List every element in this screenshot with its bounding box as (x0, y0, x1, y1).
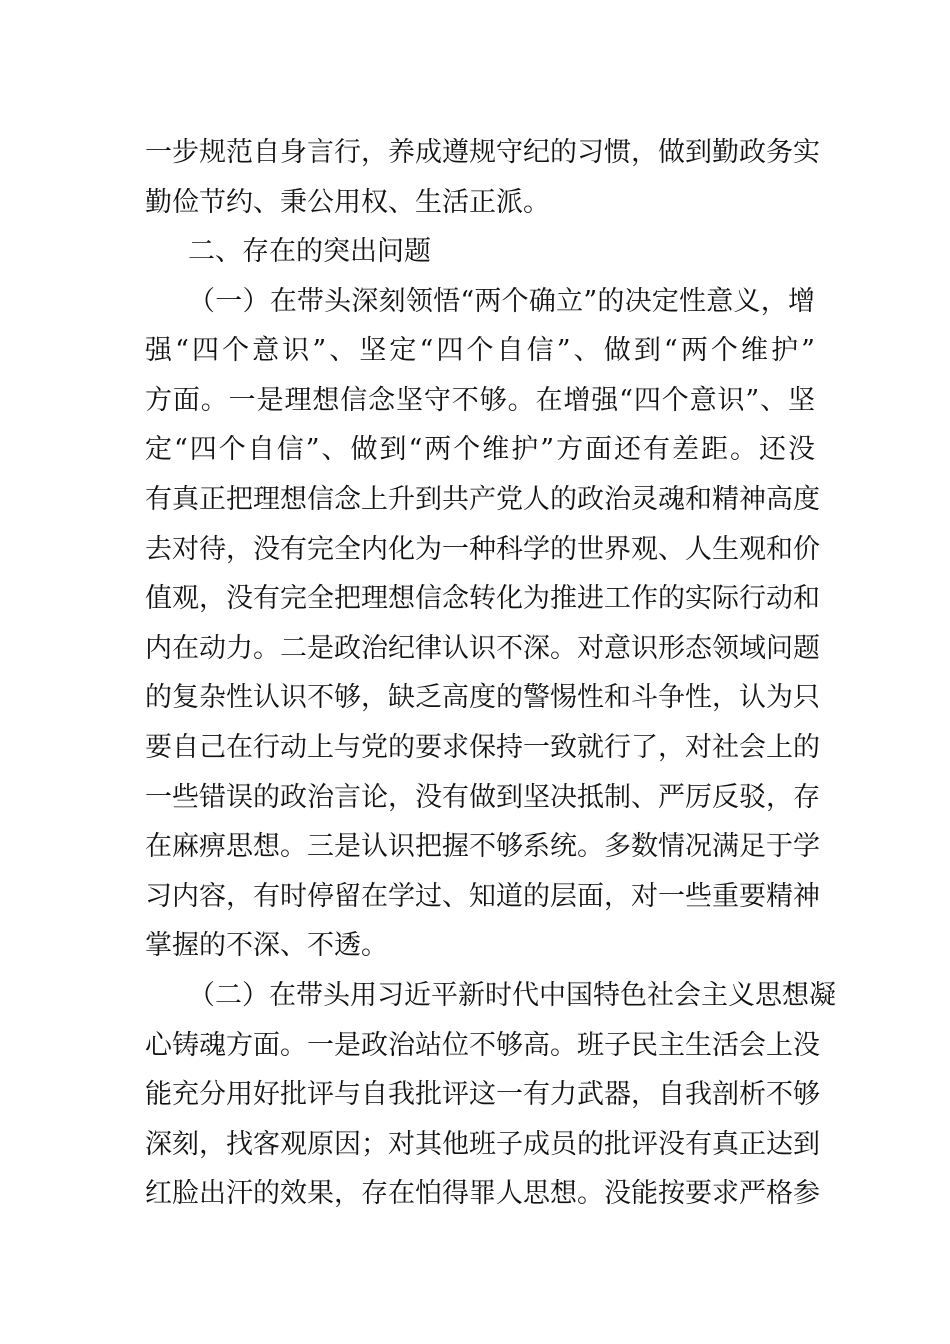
text-line: 在麻痹思想。三是认识把握不够系统。多数情况满足于学 (145, 831, 820, 862)
text-line: 掌握的不深、不透。 (145, 930, 388, 961)
subsection-heading-line: （一）在带头深刻领悟“两个确立”的决定性意义，增 (188, 286, 815, 317)
text-line: 的复杂性认识不够，缺乏高度的警惕性和斗争性，认为只 (145, 682, 820, 713)
text-line: 一步规范自身言行，养成遵规守纪的习惯，做到勤政务实 (145, 137, 820, 168)
text-line: 定“四个自信”、做到“两个维护”方面还有差距。还没 (145, 434, 815, 465)
text-line: 勤俭节约、秉公用权、生活正派。 (145, 187, 550, 218)
text-line: 习内容，有时停留在学过、知道的层面，对一些重要精神 (145, 881, 820, 912)
text-line: 内在动力。二是政治纪律认识不深。对意识形态领域问题 (145, 633, 820, 664)
text-line: 深刻，找客观原因；对其他班子成员的批评没有真正达到 (145, 1129, 820, 1160)
text-line: 值观，没有完全把理想信念转化为推进工作的实际行动和 (145, 583, 820, 614)
text-line: 心铸魂方面。一是政治站位不够高。班子民主生活会上没 (145, 1030, 820, 1061)
subsection-heading-line: （二）在带头用习近平新时代中国特色社会主义思想凝 (188, 980, 836, 1011)
text-line: 有真正把理想信念上升到共产党人的政治灵魂和精神高度 (145, 484, 820, 515)
section-heading: 二、存在的突出问题 (188, 236, 431, 267)
text-line: 要自己在行动上与党的要求保持一致就行了，对社会上的 (145, 732, 820, 763)
text-line: 一些错误的政治言论，没有做到坚决抵制、严厉反驳，存 (145, 782, 820, 813)
text-line: 强“四个意识”、坚定“四个自信”、做到“两个维护” (145, 335, 815, 366)
text-line: 红脸出汗的效果，存在怕得罪人思想。没能按要求严格参 (145, 1178, 820, 1209)
text-line: 能充分用好批评与自我批评这一有力武器，自我剖析不够 (145, 1079, 820, 1110)
text-line: 去对待，没有完全内化为一种科学的世界观、人生观和价 (145, 534, 820, 565)
text-line: 方面。一是理想信念坚守不够。在增强“四个意识”、坚 (145, 385, 815, 416)
